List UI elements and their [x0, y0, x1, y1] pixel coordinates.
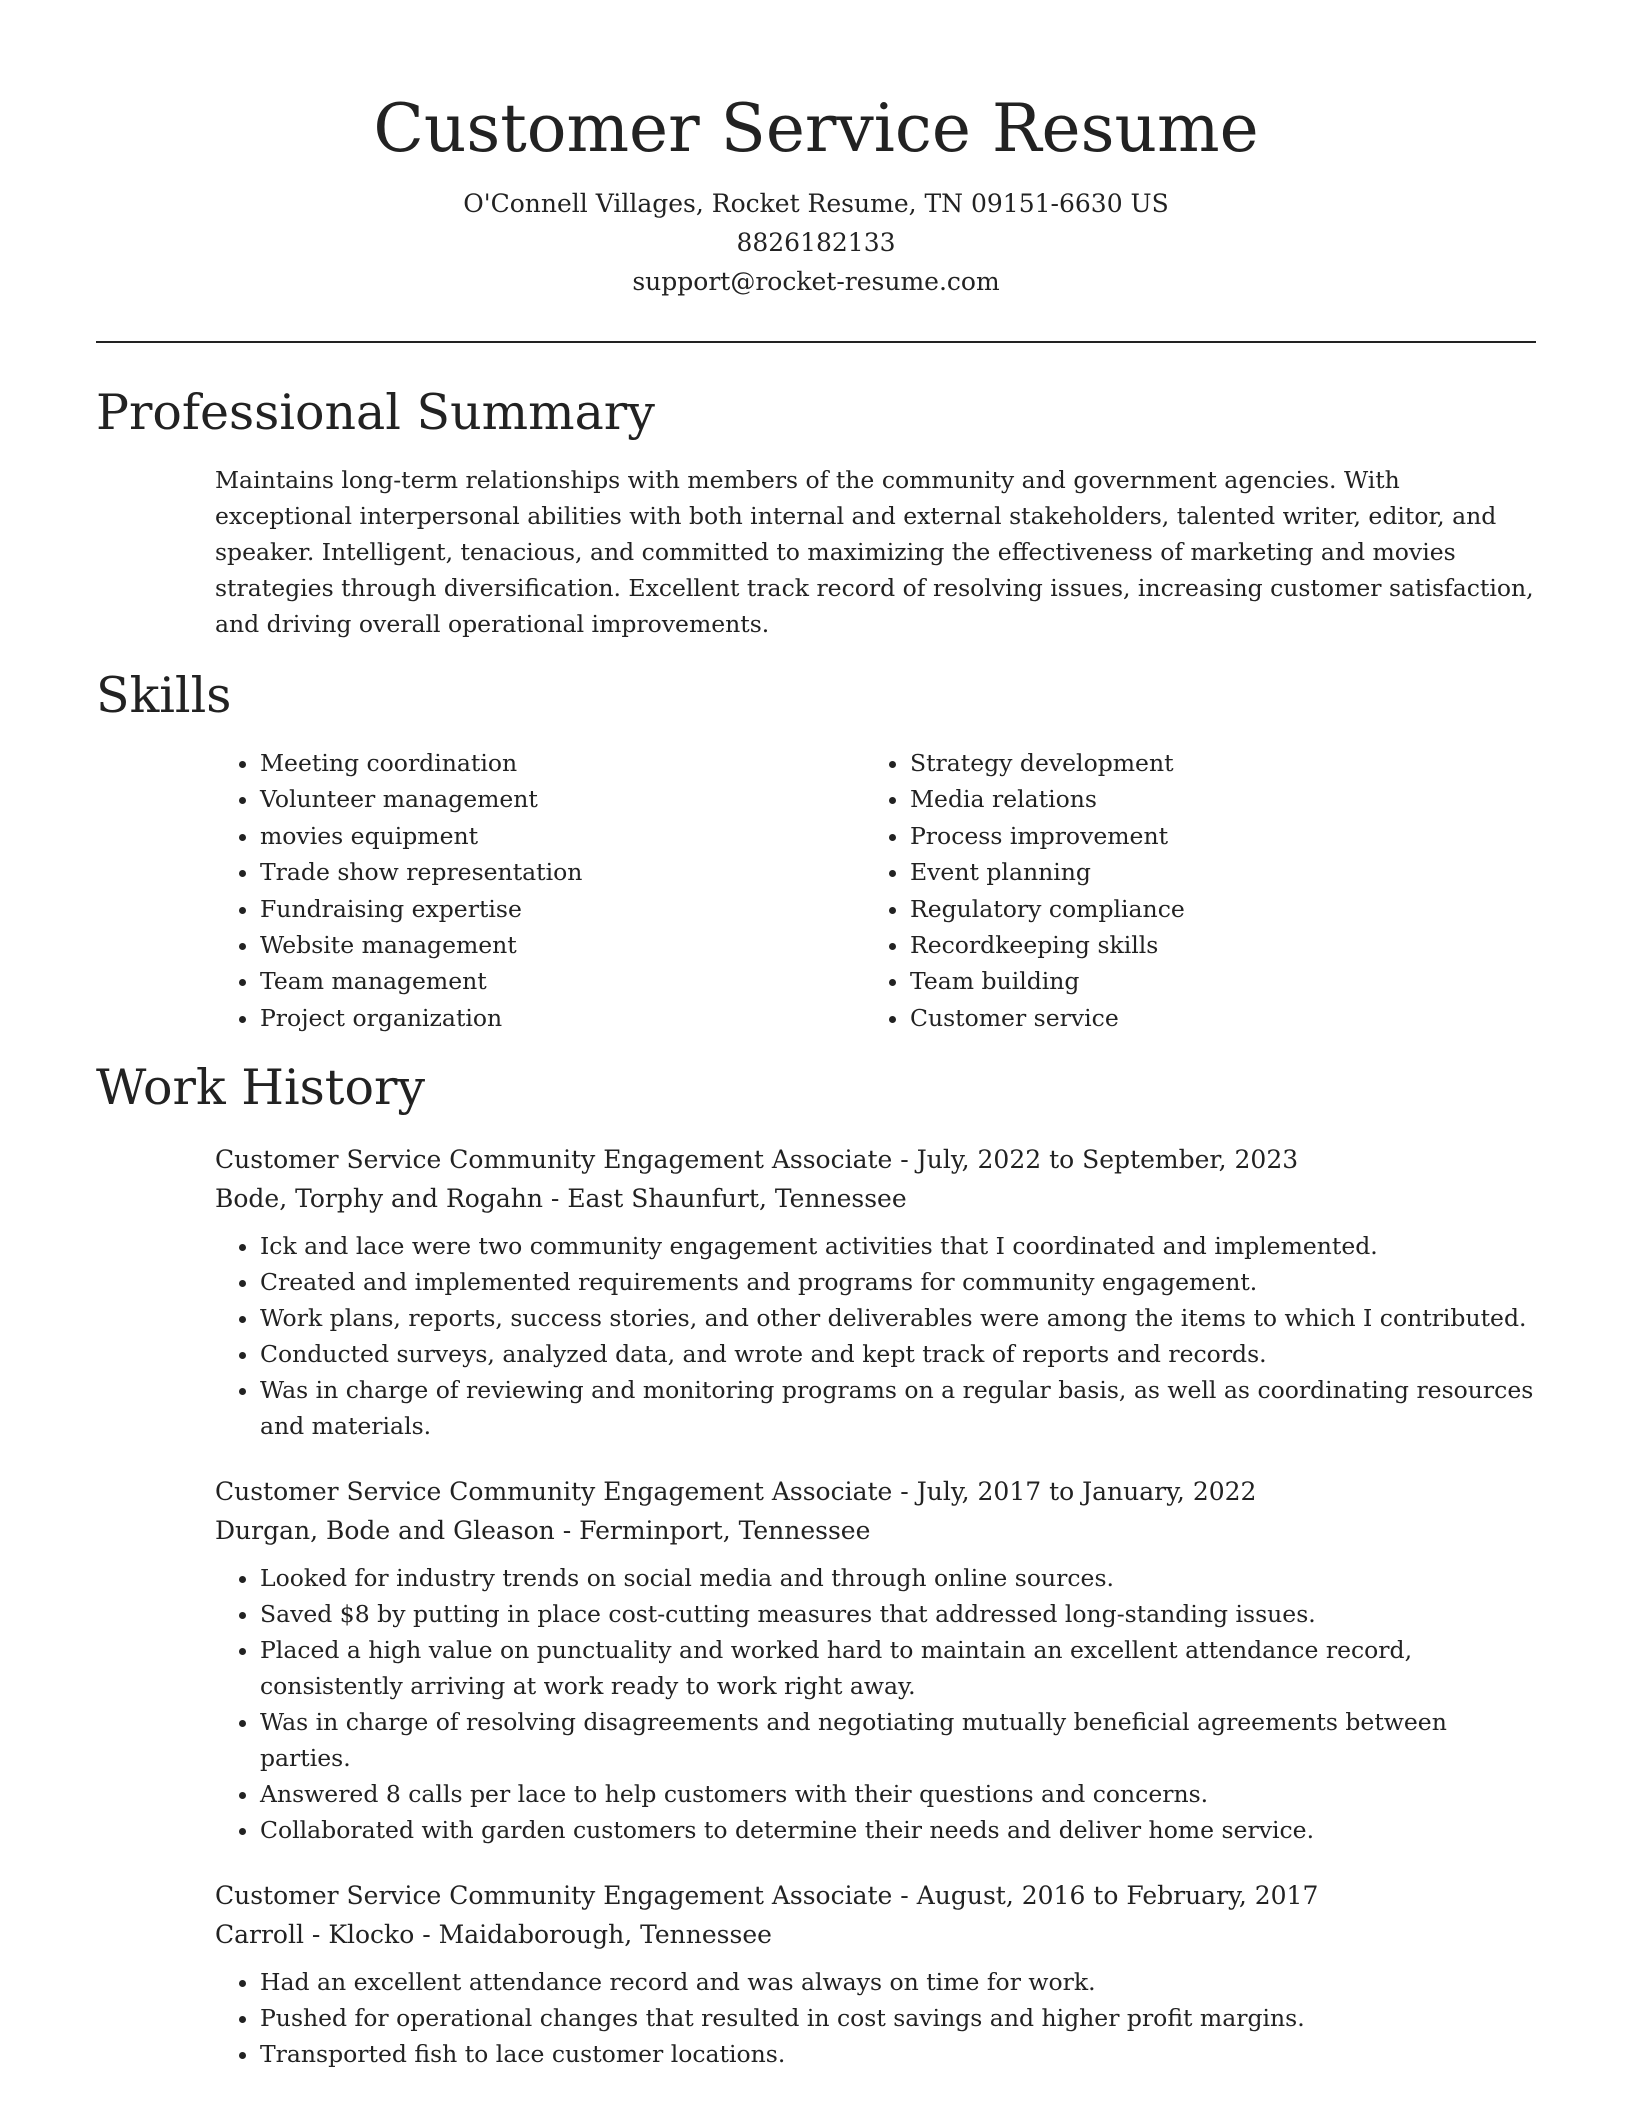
job-role: Customer Service Community Engagement Associate: [215, 1881, 893, 1910]
job-duty: • Created and implemented requirements and programs for community engagement.: [260, 1264, 1535, 1300]
skill-item: • Volunteer management: [260, 781, 865, 817]
skill-item: • movies equipment: [260, 818, 865, 854]
skill-item: • Process improvement: [910, 818, 1515, 854]
skill-item: • Event planning: [910, 854, 1515, 890]
work-history-list: [215, 1140, 1535, 2100]
resume-header: [0, 0, 1632, 301]
job-duty: • Collaborated with garden customers to determine their needs and deliver home service.: [260, 1812, 1535, 1848]
skill-item: • Meeting coordination: [260, 745, 865, 781]
contact-address: O'Connell Villages, Rocket Resume, TN 09151-6630 US: [463, 189, 1169, 218]
job-duty: • Looked for industry trends on social media and through online sources.: [260, 1560, 1535, 1596]
skills-column-left: [215, 745, 865, 1036]
work-history-heading: Work History: [96, 1059, 426, 1116]
job-duties: [215, 1560, 1535, 1848]
job-dates: July, 2017 to January, 2022: [916, 1477, 1257, 1506]
job-title-line: [215, 1140, 1535, 1179]
job-duties: [215, 1964, 1535, 2072]
summary-heading: Professional Summary: [96, 384, 655, 441]
job-duty: • Transported fish to lace customer locations.: [260, 2036, 1535, 2072]
job-company-line: [215, 1511, 1535, 1550]
skill-item: • Strategy development: [910, 745, 1515, 781]
resume-title: Customer Service Resume: [373, 90, 1259, 167]
separator: -: [892, 1477, 917, 1506]
contact-phone: 8826182133: [736, 228, 896, 257]
job-dates: August, 2016 to February, 2017: [916, 1881, 1319, 1910]
job-duty: • Ick and lace were two community engagement activities that I coordinated and implemented.: [260, 1228, 1535, 1264]
skill-item: • Media relations: [910, 781, 1515, 817]
summary-text: Maintains long-term relationships with members of the community and government agencies. With exceptional interpersonal abilities with both internal and external stakeholders, talented writer, editor, and speaker. Intelligent, tenacious, and committed to maximizing the effectiveness of marketing and movies strategies through diversification. Excellent track record of resolving issues, increasing customer satisfaction, and driving overall operational improvements.: [215, 466, 1534, 638]
job-dates: July, 2022 to September, 2023: [916, 1145, 1299, 1174]
job-location: East Shaunfurt, Tennessee: [567, 1184, 907, 1213]
job-entry: [215, 1472, 1535, 1848]
job-duty: • Was in charge of reviewing and monitoring programs on a regular basis, as well as coordinating resources and materials.: [260, 1372, 1535, 1444]
job-duty: • Answered 8 calls per lace to help customers with their questions and concerns.: [260, 1776, 1535, 1812]
job-duty: • Conducted surveys, analyzed data, and wrote and kept track of reports and records.: [260, 1336, 1535, 1372]
skills-heading: Skills: [96, 667, 232, 724]
skill-item: • Regulatory compliance: [910, 891, 1515, 927]
job-company: Durgan, Bode and Gleason: [215, 1516, 555, 1545]
job-role: Customer Service Community Engagement Associate: [215, 1477, 893, 1506]
skill-item: • Project organization: [260, 1000, 865, 1036]
skill-item: • Team management: [260, 963, 865, 999]
skills-list: [215, 745, 1535, 1036]
job-company-line: [215, 1179, 1535, 1218]
job-duty: • Pushed for operational changes that resulted in cost savings and higher profit margins.: [260, 2000, 1535, 2036]
skill-item: • Website management: [260, 927, 865, 963]
skill-item: • Team building: [910, 963, 1515, 999]
job-location: Maidaborough, Tennessee: [438, 1920, 772, 1949]
separator: -: [892, 1145, 917, 1174]
job-duty: • Placed a high value on punctuality and worked hard to maintain an excellent attendance record, consistently arriving at work ready to work right away.: [260, 1632, 1535, 1704]
job-entry: [215, 1140, 1535, 1444]
separator: -: [414, 1920, 439, 1949]
job-title-line: [215, 1876, 1535, 1915]
contact-info: [0, 184, 1632, 301]
job-duty: • Was in charge of resolving disagreements and negotiating mutually beneficial agreements between parties.: [260, 1704, 1535, 1776]
skill-item: • Customer service: [910, 1000, 1515, 1036]
job-company-line: [215, 1915, 1535, 1954]
job-duty: • Work plans, reports, success stories, and other deliverables were among the items to which I contributed.: [260, 1300, 1535, 1336]
skills-column-right: [865, 745, 1515, 1036]
header-divider: [96, 341, 1536, 343]
separator: -: [542, 1184, 568, 1213]
skill-item: • Trade show representation: [260, 854, 865, 890]
job-duty: • Had an excellent attendance record and was always on time for work.: [260, 1964, 1535, 2000]
skill-item: • Fundraising expertise: [260, 891, 865, 927]
job-title-line: [215, 1472, 1535, 1511]
job-entry: [215, 1876, 1535, 2072]
job-role: Customer Service Community Engagement Associate: [215, 1145, 893, 1174]
job-company: Bode, Torphy and Rogahn: [215, 1184, 543, 1213]
separator: -: [892, 1881, 917, 1910]
job-company: Carroll - Klocko: [215, 1920, 415, 1949]
job-duties: [215, 1228, 1535, 1444]
separator: -: [554, 1516, 580, 1545]
job-location: Ferminport, Tennessee: [579, 1516, 871, 1545]
contact-email: support@rocket-resume.com: [632, 267, 1000, 296]
job-duty: • Saved $8 by putting in place cost-cutting measures that addressed long-standing issues.: [260, 1596, 1535, 1632]
skill-item: • Recordkeeping skills: [910, 927, 1515, 963]
